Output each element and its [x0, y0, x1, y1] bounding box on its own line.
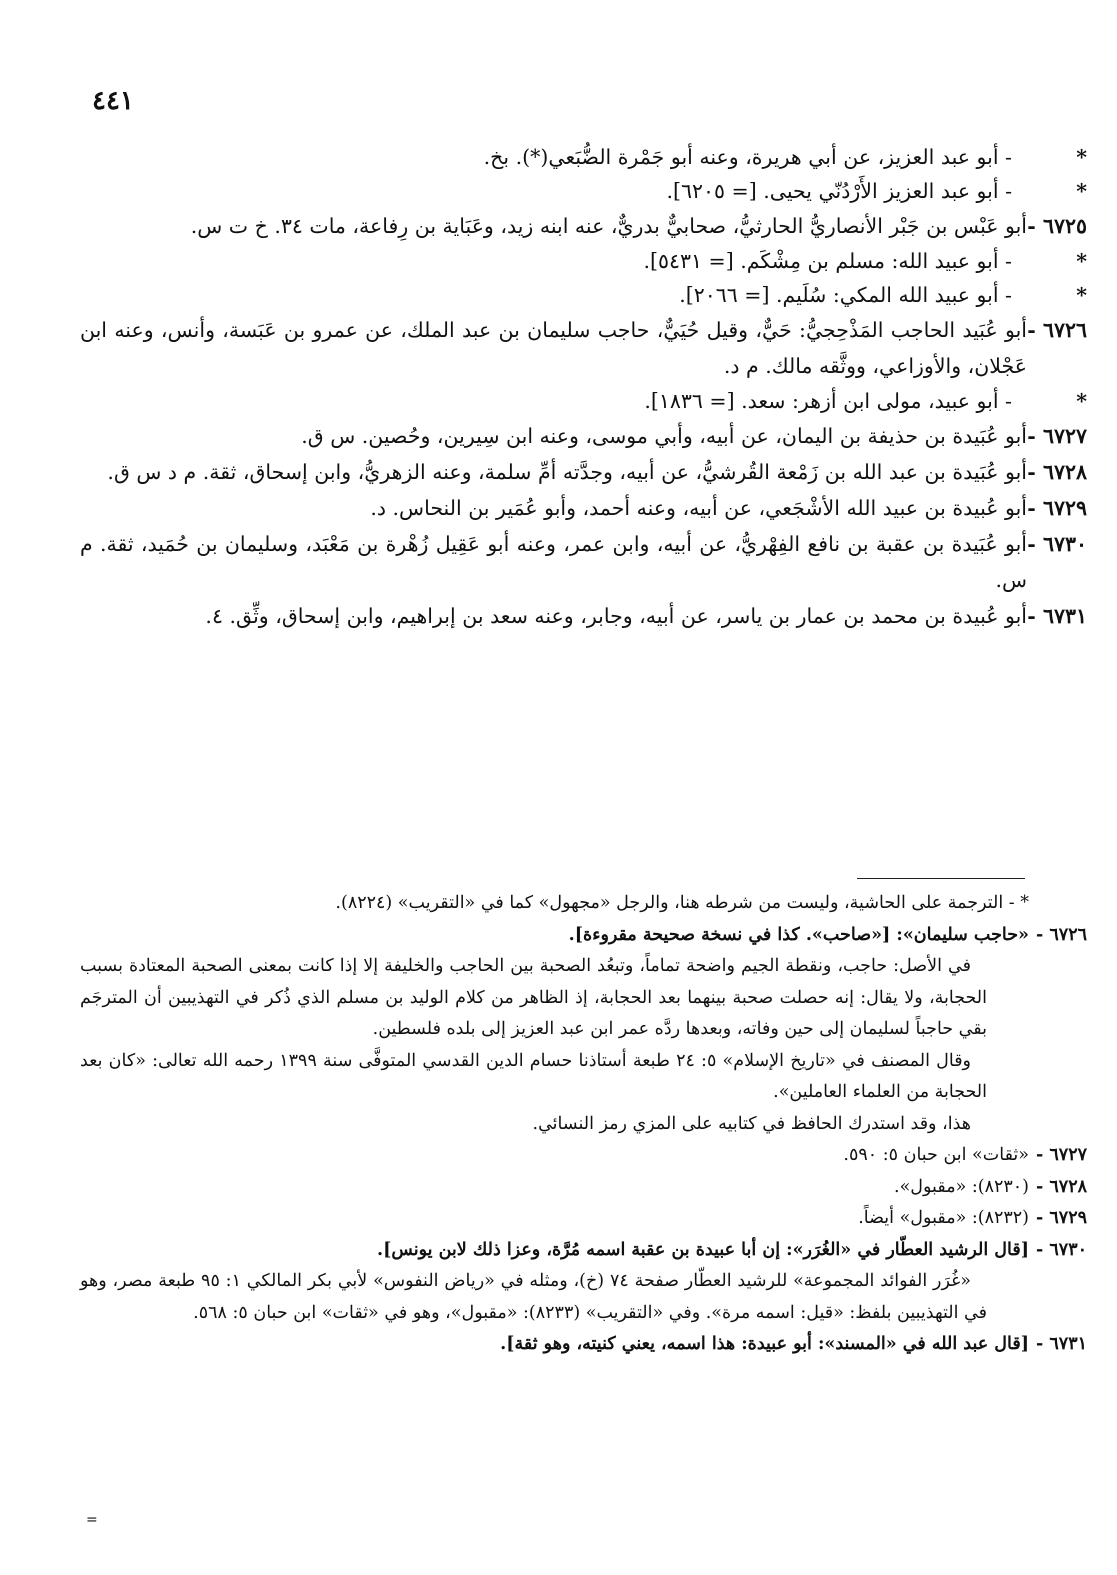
biography-entry-6730 — [80, 526, 1087, 598]
cross-reference-entry: * - أبو عبيد، مولى ابن أزهر: سعد. [= ١٨٣٦]. — [644, 389, 1087, 413]
footnote-number: ٦٧٢٩ - — [1036, 1208, 1087, 1228]
footnote-6729 — [80, 1203, 1087, 1235]
entry-number: ٦٧٣١ - — [1027, 604, 1087, 628]
footnote-6730 — [80, 1235, 1087, 1267]
footnote-number: ٦٧٢٦ - — [1036, 924, 1087, 945]
entry-text: أبو عُبيدة بن عبيد الله الأشْجَعي، عن أبيه، وعنه أحمد، وأبو عُمَير بن النحاس. د. — [370, 496, 1027, 520]
cross-reference-entry: * - أبو عبيد الله: مسلم بن مِشْكَم. [= ٥٤٣١]. — [643, 249, 1087, 273]
footnote-text: * - الترجمة على الحاشية، وليست من شرطه هنا، والرجل «مجهول» كما في «التقريب» (٨٢٢٤). — [335, 893, 1029, 913]
biography-entry-6726 — [80, 312, 1087, 384]
entry-text: أبو عُبَيدة بن عبد الله بن زَمْعة القُرشيُّ، عن أبيه، وجدَّته أمِّ سلمة، وعنه الزهريُّ، وابن إسحاق، ثقة. م د س ق. — [107, 460, 1027, 484]
biography-entry-6725 — [80, 208, 1087, 244]
footnote-6728 — [80, 1172, 1087, 1204]
margin-mark: = — [86, 1512, 98, 1528]
entry-text: أبو عُبَيد الحاجب المَذْحِجيُّ: حَيٌّ، وقيل حُيَيٌّ، حاجب سليمان بن عبد الملك، عن عمرو بن عَبَسة، وأنس، وعنه ابن عَجْلان، والأوزاعي، ووثَّقه مالك. م د. — [80, 318, 1027, 378]
entry-number: ٦٧٣٠ - — [1027, 532, 1087, 556]
page-number: ٤٤١ — [92, 86, 134, 116]
footnotes — [80, 888, 1087, 1361]
entry-text: - أبو عبيد الله: مسلم بن مِشْكَم. [= ٥٤٣١]. — [643, 249, 1012, 273]
footnote-number: ٦٧٣١ - — [1036, 1334, 1087, 1354]
entry-text: أبو عُبَيدة بن عقبة بن نافع الفِهْريُّ، عن أبيه، وابن عمر، وعنه أبو عَقِيل زُهْرة بن مَعْبَد، وسليمان بن حُمَيد، ثقة. م س. — [80, 532, 1027, 592]
entry-number: ٦٧٢٦ - — [1027, 318, 1087, 342]
entry-text: - أبو عبد العزيز الأَرْدُنّي يحيى. [= ٦٢٠٥]. — [666, 179, 1012, 203]
entry-text: أبو عَبْس بن جَبْر الأنصاريُّ الحارثيُّ، صحابيٌّ بدريٌّ، عنه ابنه زيد، وعَبَاية بن رِفاعة، مات ٣٤. خ ت س. — [190, 214, 1027, 238]
footnote-text: «ثقات» ابن حبان ٥: ٥٩٠. — [843, 1145, 1029, 1165]
footnote-text: [قال الرشيد العطّار في «الغُرَر»: إن أبا عبيدة بن عقبة اسمه مُرَّة، وعزا ذلك لابن يونس]. — [377, 1239, 1029, 1260]
footnote-text: (٨٢٣٢): «مقبول» أيضاً. — [858, 1208, 1029, 1228]
main-text — [80, 140, 1087, 634]
footnote-number: ٦٧٢٧ - — [1036, 1145, 1087, 1165]
cross-reference-entry: * - أبو عبد العزيز الأَرْدُنّي يحيى. [= ٦٢٠٥]. — [666, 179, 1087, 203]
footnote-star — [80, 888, 1087, 920]
cross-reference-entry: * - أبو عبد العزيز، عن أبي هريرة، وعنه أبو جَمْرة الضُّبَعي(*). بخ. — [483, 145, 1087, 169]
entry-text: - أبو عبيد، مولى ابن أزهر: سعد. [= ١٨٣٦]. — [644, 389, 1012, 413]
footnote-paragraph: في الأصل: حاجب، ونقطة الجيم واضحة تماماً، وتبعُد الصحبة بين الحاجب والخليفة إلا إذا كانت بمعنى الصحبة المعتادة بسبب الحجابة، ولا يقال: إنه حصلت صحبة بينهما بعد الحجابة، إذ الظاهر من كلام الوليد بن مسلم الذي ذُكر في التهذيبين أن المترجَم بقي حاجباً لسليمان إلى حين وفاته، وبعدها ردَّه عمر ابن عبد العزيز إلى بلده فلسطين. — [80, 956, 987, 1039]
entry-number: ٦٧٢٩ - — [1027, 496, 1087, 520]
footnote-paragraph: «غُرَر الفوائد المجموعة» للرشيد العطّار صفحة ٧٤ (خ)، ومثله في «رياض النفوس» لأبي بكر المالكي ١: ٩٥ طبعة مصر، وهو في التهذيبين بلفظ: «قيل: اسمه مرة». وفي «التقريب» (٨٢٣٣): «مقبول»، وهو في «ثقات» ابن حبان ٥: ٥٦٨. — [80, 1271, 987, 1323]
biography-entry-6731 — [80, 598, 1087, 634]
biography-entry-6729 — [80, 490, 1087, 526]
footnote-divider — [857, 878, 1025, 879]
footnote-paragraph: هذا، وقد استدرك الحافظ في كتابيه على المزي رمز النسائي. — [532, 1113, 971, 1134]
biography-entry-6727 — [80, 418, 1087, 454]
cross-reference-entry: * - أبو عبيد الله المكي: سُلَيم. [= ٢٠٦٦]. — [679, 283, 1087, 307]
biography-entry-6728 — [80, 454, 1087, 490]
entry-text: - أبو عبد العزيز، عن أبي هريرة، وعنه أبو جَمْرة الضُّبَعي(*). بخ. — [483, 145, 1012, 169]
footnote-6731 — [80, 1329, 1087, 1361]
entry-number: ٦٧٢٧ - — [1027, 424, 1087, 448]
footnote-number: ٦٧٣٠ - — [1036, 1239, 1087, 1260]
entry-number: ٦٧٢٥ - — [1027, 214, 1087, 238]
footnote-number: ٦٧٢٨ - — [1036, 1176, 1087, 1197]
footnote-text: [قال عبد الله في «المسند»: أبو عبيدة: هذا اسمه، يعني كنيته، وهو ثقة]. — [500, 1334, 1029, 1354]
entry-text: أبو عُبَيدة بن حذيفة بن اليمان، عن أبيه، وأبي موسى، وعنه ابن سِيرين، وحُصين. س ق. — [301, 424, 1027, 448]
footnote-6726 — [80, 920, 1087, 952]
entry-text: - أبو عبيد الله المكي: سُلَيم. [= ٢٠٦٦]. — [679, 283, 1012, 307]
footnote-text: «حاجب سليمان»: [«صاحب». كذا في نسخة صحيحة مقروءة]. — [568, 924, 1029, 945]
entry-number: ٦٧٢٨ - — [1027, 460, 1087, 484]
footnote-paragraph: وقال المصنف في «تاريخ الإسلام» ٥: ٢٤ طبعة أستاذنا حسام الدين القدسي المتوفَّى سنة ١٣٩٩ رحمه الله تعالى: «كان بعد الحجابة من العلماء العاملين». — [80, 1050, 987, 1102]
footnote-6727 — [80, 1140, 1087, 1172]
entry-text: أبو عُبيدة بن محمد بن عمار بن ياسر، عن أبيه، وجابر، وعنه سعد بن إبراهيم، وابن إسحاق، وثِّق. ٤. — [205, 604, 1027, 628]
footnote-text: (٨٢٣٠): «مقبول». — [894, 1176, 1029, 1197]
